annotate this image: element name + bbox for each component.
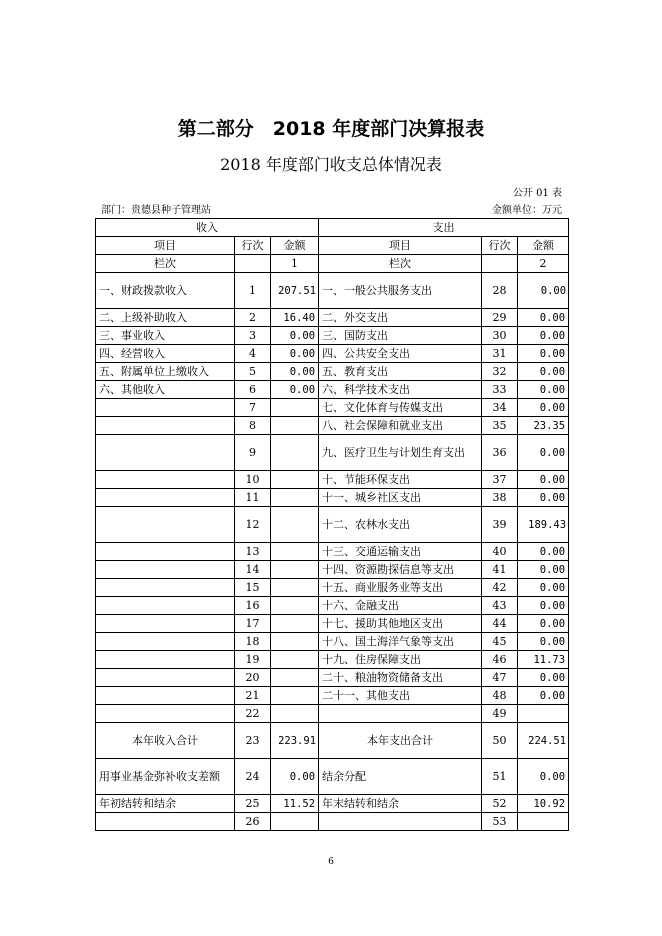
expense-line-cell: 51 [482, 759, 518, 795]
expense-amount-cell: 0.00 [518, 579, 569, 597]
table-row [96, 327, 569, 345]
expense-item-header: 项目 [319, 237, 482, 255]
income-group-header: 收入 [96, 219, 319, 237]
expense-line-cell: 34 [482, 399, 518, 417]
expense-item-cell: 九、医疗卫生与计划生育支出 [319, 435, 482, 471]
income-line-cell: 9 [235, 435, 271, 471]
income-line-cell: 10 [235, 471, 271, 489]
table-row [96, 561, 569, 579]
amount-unit-label: 金额单位：万元 [492, 205, 562, 216]
column-index-row [96, 255, 569, 273]
expense-amount-cell: 0.00 [518, 543, 569, 561]
table-row [96, 543, 569, 561]
expense-item-cell: 十五、商业服务业等支出 [319, 579, 482, 597]
income-amount-cell [271, 705, 319, 723]
table-row [96, 417, 569, 435]
income-column-index-blank [235, 255, 271, 273]
expense-item-cell: 结余分配 [319, 759, 482, 795]
income-item-cell [96, 705, 235, 723]
income-line-cell: 18 [235, 633, 271, 651]
income-item-cell [96, 813, 235, 831]
income-line-cell: 8 [235, 417, 271, 435]
income-amount-header: 金额 [271, 237, 319, 255]
expense-item-cell: 五、教育支出 [319, 363, 482, 381]
income-item-cell [96, 489, 235, 507]
income-amount-cell [271, 561, 319, 579]
income-amount-cell [271, 651, 319, 669]
income-amount-cell [271, 399, 319, 417]
income-amount-cell: 223.91 [271, 723, 319, 759]
income-line-cell: 19 [235, 651, 271, 669]
expense-line-cell: 47 [482, 669, 518, 687]
table-row [96, 471, 569, 489]
expense-line-cell: 42 [482, 579, 518, 597]
income-item-cell: 五、附属单位上缴收入 [96, 363, 235, 381]
income-amount-cell [271, 489, 319, 507]
expense-amount-cell: 189.43 [518, 507, 569, 543]
income-amount-cell [271, 813, 319, 831]
expense-column-index-blank [482, 255, 518, 273]
expense-amount-cell: 0.00 [518, 381, 569, 399]
expense-item-cell: 八、社会保障和就业支出 [319, 417, 482, 435]
income-item-cell [96, 399, 235, 417]
table-row [96, 597, 569, 615]
expense-amount-cell [518, 813, 569, 831]
expense-amount-cell: 0.00 [518, 669, 569, 687]
expense-item-cell: 十九、住房保障支出 [319, 651, 482, 669]
table-row [96, 633, 569, 651]
table-row [96, 723, 569, 759]
table-row [96, 651, 569, 669]
expense-item-cell [319, 705, 482, 723]
income-line-cell: 15 [235, 579, 271, 597]
expense-amount-cell: 224.51 [518, 723, 569, 759]
income-line-cell: 7 [235, 399, 271, 417]
income-amount-cell: 11.52 [271, 795, 319, 813]
income-item-cell: 四、经营收入 [96, 345, 235, 363]
expense-item-cell: 十二、农林水支出 [319, 507, 482, 543]
expense-line-cell: 36 [482, 435, 518, 471]
expense-line-cell: 35 [482, 417, 518, 435]
expense-amount-cell: 0.00 [518, 561, 569, 579]
expense-line-cell: 50 [482, 723, 518, 759]
income-amount-cell [271, 435, 319, 471]
expense-line-cell: 31 [482, 345, 518, 363]
income-amount-cell [271, 597, 319, 615]
income-line-cell: 24 [235, 759, 271, 795]
table-row [96, 579, 569, 597]
expense-line-cell: 43 [482, 597, 518, 615]
income-line-header: 行次 [235, 237, 271, 255]
income-item-cell: 二、上级补助收入 [96, 309, 235, 327]
income-item-cell: 一、财政拨款收入 [96, 273, 235, 309]
expense-amount-header: 金额 [518, 237, 569, 255]
income-amount-cell: 0.00 [271, 327, 319, 345]
income-item-cell [96, 561, 235, 579]
expense-column-index-label: 栏次 [319, 255, 482, 273]
expense-amount-cell: 0.00 [518, 309, 569, 327]
expense-item-cell: 十六、金融支出 [319, 597, 482, 615]
expense-amount-cell: 0.00 [518, 399, 569, 417]
expense-item-cell: 十七、援助其他地区支出 [319, 615, 482, 633]
expense-line-cell: 41 [482, 561, 518, 579]
income-amount-cell: 0.00 [271, 345, 319, 363]
expense-item-cell: 十八、国土海洋气象等支出 [319, 633, 482, 651]
expense-line-cell: 32 [482, 363, 518, 381]
expense-line-cell: 28 [482, 273, 518, 309]
expense-amount-cell [518, 705, 569, 723]
expense-line-cell: 45 [482, 633, 518, 651]
table-row [96, 795, 569, 813]
expense-line-cell: 40 [482, 543, 518, 561]
expense-column-index: 2 [518, 255, 569, 273]
income-line-cell: 22 [235, 705, 271, 723]
expense-item-cell: 六、科学技术支出 [319, 381, 482, 399]
expense-line-header: 行次 [482, 237, 518, 255]
income-amount-cell [271, 687, 319, 705]
income-line-cell: 14 [235, 561, 271, 579]
expense-group-header: 支出 [319, 219, 569, 237]
expense-line-cell: 53 [482, 813, 518, 831]
income-line-cell: 11 [235, 489, 271, 507]
expense-amount-cell: 0.00 [518, 759, 569, 795]
income-column-index: 1 [271, 255, 319, 273]
page-number: 6 [328, 857, 334, 867]
expense-item-cell: 十三、交通运输支出 [319, 543, 482, 561]
page-title: 第二部分 2018 年度部门决算报表 [177, 118, 485, 140]
table-row [96, 687, 569, 705]
table-row [96, 615, 569, 633]
expense-line-cell: 33 [482, 381, 518, 399]
table-row [96, 363, 569, 381]
income-expense-table [95, 218, 569, 831]
income-amount-cell [271, 417, 319, 435]
expense-line-cell: 48 [482, 687, 518, 705]
income-line-cell: 1 [235, 273, 271, 309]
table-row [96, 273, 569, 309]
income-line-cell: 21 [235, 687, 271, 705]
table-title: 2018 年度部门收支总体情况表 [220, 155, 442, 174]
expense-amount-cell: 0.00 [518, 615, 569, 633]
expense-line-cell: 38 [482, 489, 518, 507]
income-item-cell [96, 435, 235, 471]
expense-amount-cell: 0.00 [518, 633, 569, 651]
expense-amount-cell: 0.00 [518, 273, 569, 309]
income-line-cell: 25 [235, 795, 271, 813]
income-amount-cell [271, 669, 319, 687]
income-item-cell [96, 633, 235, 651]
expense-item-cell: 年末结转和结余 [319, 795, 482, 813]
income-item-cell: 三、事业收入 [96, 327, 235, 345]
income-line-cell: 26 [235, 813, 271, 831]
income-line-cell: 2 [235, 309, 271, 327]
income-line-cell: 3 [235, 327, 271, 345]
form-code: 公开 01 表 [512, 188, 562, 199]
expense-item-cell: 二十一、其他支出 [319, 687, 482, 705]
income-amount-cell [271, 507, 319, 543]
income-item-cell [96, 507, 235, 543]
expense-item-cell: 十一、城乡社区支出 [319, 489, 482, 507]
income-item-cell [96, 543, 235, 561]
column-header-row [96, 237, 569, 255]
income-item-cell [96, 651, 235, 669]
expense-amount-cell: 0.00 [518, 687, 569, 705]
table-row [96, 705, 569, 723]
expense-line-cell: 44 [482, 615, 518, 633]
income-amount-cell [271, 579, 319, 597]
income-item-cell [96, 471, 235, 489]
expense-amount-cell: 0.00 [518, 597, 569, 615]
expense-item-cell: 四、公共安全支出 [319, 345, 482, 363]
expense-amount-cell: 0.00 [518, 489, 569, 507]
expense-line-cell: 29 [482, 309, 518, 327]
expense-line-cell: 39 [482, 507, 518, 543]
table-row [96, 759, 569, 795]
expense-line-cell: 52 [482, 795, 518, 813]
income-item-header: 项目 [96, 237, 235, 255]
table-row [96, 381, 569, 399]
income-item-cell [96, 597, 235, 615]
income-item-cell: 本年收入合计 [96, 723, 235, 759]
income-item-cell: 用事业基金弥补收支差额 [96, 759, 235, 795]
expense-line-cell: 49 [482, 705, 518, 723]
income-amount-cell: 207.51 [271, 273, 319, 309]
table-row [96, 507, 569, 543]
expense-item-cell: 三、国防支出 [319, 327, 482, 345]
income-column-index-label: 栏次 [96, 255, 235, 273]
expense-item-cell [319, 813, 482, 831]
table-row [96, 345, 569, 363]
expense-item-cell: 七、文化体育与传媒支出 [319, 399, 482, 417]
income-line-cell: 20 [235, 669, 271, 687]
expense-amount-cell: 0.00 [518, 471, 569, 489]
expense-amount-cell: 11.73 [518, 651, 569, 669]
income-line-cell: 12 [235, 507, 271, 543]
income-line-cell: 16 [235, 597, 271, 615]
expense-line-cell: 37 [482, 471, 518, 489]
expense-item-cell: 十、节能环保支出 [319, 471, 482, 489]
table-row [96, 813, 569, 831]
income-item-cell: 六、其他收入 [96, 381, 235, 399]
expense-item-cell: 十四、资源勘探信息等支出 [319, 561, 482, 579]
expense-amount-cell: 0.00 [518, 345, 569, 363]
expense-line-cell: 30 [482, 327, 518, 345]
expense-item-cell: 二十、粮油物资储备支出 [319, 669, 482, 687]
income-amount-cell [271, 633, 319, 651]
income-item-cell: 年初结转和结余 [96, 795, 235, 813]
department-label: 部门：贵德县种子管理站 [101, 205, 211, 216]
income-amount-cell [271, 615, 319, 633]
income-line-cell: 13 [235, 543, 271, 561]
income-line-cell: 17 [235, 615, 271, 633]
expense-amount-cell: 10.92 [518, 795, 569, 813]
table-row [96, 435, 569, 471]
expense-amount-cell: 0.00 [518, 327, 569, 345]
table-row [96, 309, 569, 327]
income-line-cell: 23 [235, 723, 271, 759]
table-row [96, 399, 569, 417]
income-item-cell [96, 669, 235, 687]
income-amount-cell [271, 471, 319, 489]
table-row [96, 489, 569, 507]
table-row [96, 669, 569, 687]
expense-item-cell: 二、外交支出 [319, 309, 482, 327]
income-item-cell [96, 579, 235, 597]
income-item-cell [96, 417, 235, 435]
group-header-row [96, 219, 569, 237]
expense-amount-cell: 0.00 [518, 363, 569, 381]
expense-item-cell: 本年支出合计 [319, 723, 482, 759]
income-item-cell [96, 687, 235, 705]
expense-amount-cell: 23.35 [518, 417, 569, 435]
income-amount-cell: 0.00 [271, 363, 319, 381]
income-amount-cell: 0.00 [271, 759, 319, 795]
income-amount-cell: 16.40 [271, 309, 319, 327]
income-item-cell [96, 615, 235, 633]
income-amount-cell: 0.00 [271, 381, 319, 399]
expense-amount-cell: 0.00 [518, 435, 569, 471]
expense-item-cell: 一、一般公共服务支出 [319, 273, 482, 309]
income-line-cell: 6 [235, 381, 271, 399]
income-amount-cell [271, 543, 319, 561]
expense-line-cell: 46 [482, 651, 518, 669]
income-line-cell: 4 [235, 345, 271, 363]
income-line-cell: 5 [235, 363, 271, 381]
